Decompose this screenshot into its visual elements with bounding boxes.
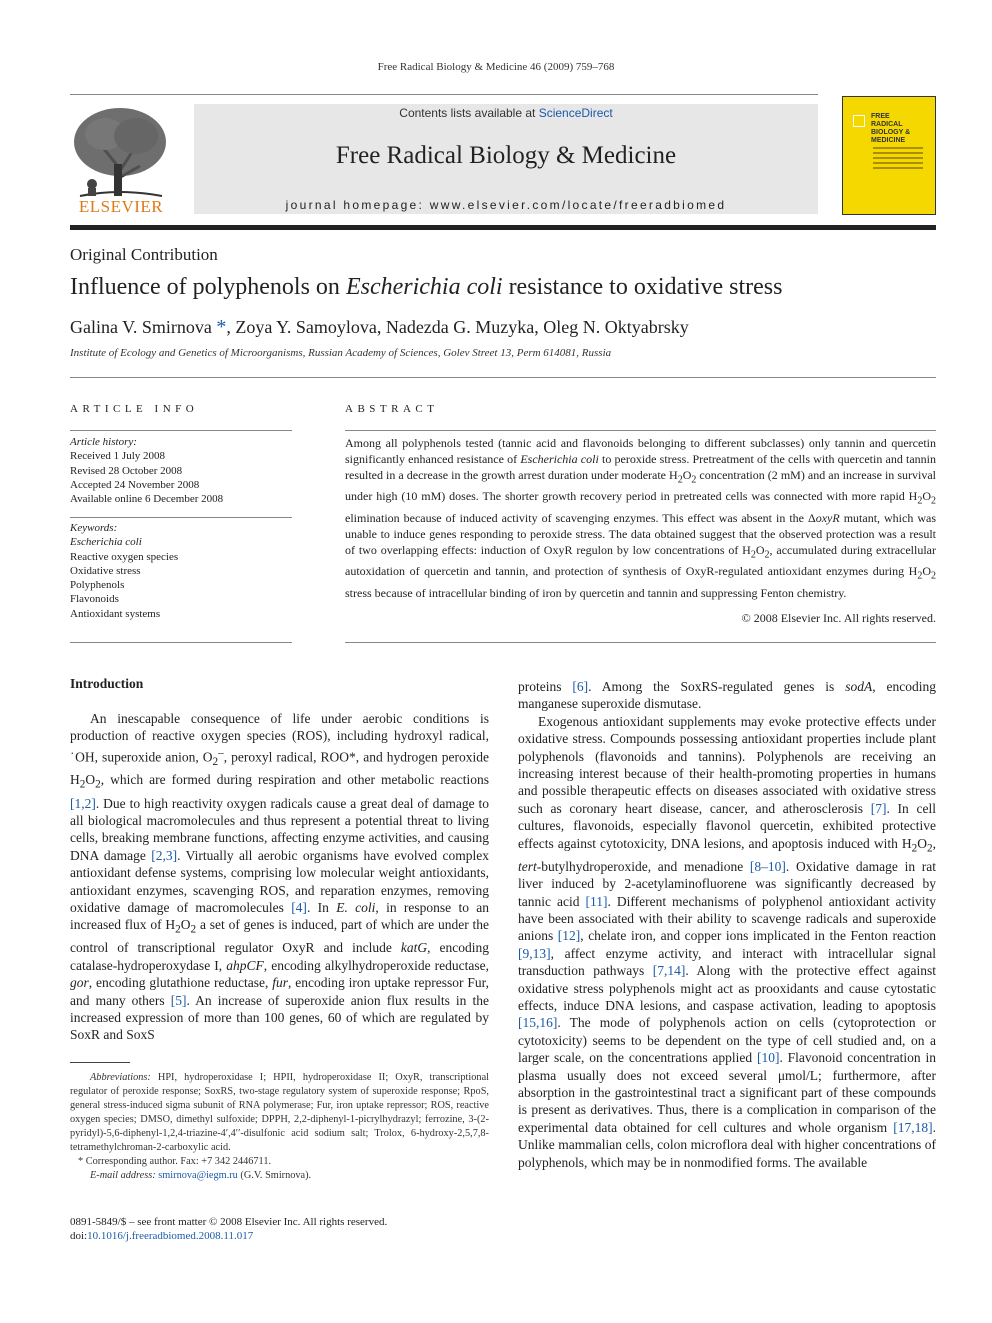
abstract-copyright: © 2008 Elsevier Inc. All rights reserved. [741, 611, 936, 625]
issn-line: 0891-5849/$ – see front matter © 2008 Elsevier Inc. All rights reserved. [70, 1216, 388, 1228]
contents-line [194, 106, 818, 120]
journal-banner [194, 104, 818, 214]
history-accepted: Accepted 24 November 2008 [70, 478, 200, 491]
keywords-label: Keywords: [70, 522, 118, 534]
title-part-1: Influence of polyphenols on [70, 274, 346, 300]
section-label: Original Contribution [70, 245, 218, 264]
doi-line [70, 1229, 387, 1243]
footnote-rule [70, 1062, 130, 1063]
abbreviations-footnote: Abbreviations: HPI, hydroperoxidase I; HPII, hydroperoxidase II; OxyR, transcriptional regulator of peroxide response; SoxRS, two-stage regulatory system of superoxide response; RpoS, general stress-induced sigma subunit of RNA polymerase; Fur, iron uptake repressor; ROS, reactive oxygen species; DMSO, dimethyl sulfoxide; DPPH, 2,2-diphenyl-1-picrylhydrazyl; ferrozine, 3-(2-pyridyl)-5,6-diphenyl-1,2,4-triazine-4′,4′′-disulfonic acid sodium salt; Trolox, 6-hydroxy-2,5,7,8-tetramethylchroman-2-carboxylic acid. [70, 1072, 489, 1153]
title-part-2: resistance to oxidative stress [502, 274, 783, 300]
article-title [70, 274, 783, 301]
introduction-heading: Introduction [70, 676, 144, 691]
cover-text-lines [873, 147, 923, 172]
history-label: Article history: [70, 436, 137, 448]
header-thick-rule [70, 225, 936, 230]
title-rule [70, 377, 936, 378]
abstract-rule-bottom [345, 642, 936, 643]
email-footnote [70, 1169, 489, 1183]
abstract-text: Among all polyphenols tested (tannic acid and flavonoids belonging to different subclasses) only tannin and quercetin significantly enhanced resistance of Escherichia coli to peroxide stress. Pretreatment of the cells with quercetin and tannin resulted in a decrease in the growth arrest duration under moderate $H_2O_2$ concentration (2 mM) and an increase in survival under high (10 mM) doses. The shorter growth recovery period in pretreated cells was connected with more rapid $H_2O_2$ elimination because of induced activity of scavenging enzymes. This effect was absent in the ΔoxyR mutant, which was unable to induce genes responding to peroxide stress. The data obtained suggest that the observed protection was a result of two overlapping effects: induction of OxyR regulon by low concentrations of $H_2O_2$, accumulated during extracellular autoxidation of quercetin and tannin, and protection of synthesis of OxyR-regulated antioxidant enzymes during $H_2O_2$ stress because of intracellular binding of iron by quercetin and tannin and suppressing Fenton chemistry. [345, 436, 937, 600]
affiliation: Institute of Ecology and Genetics of Microorganisms, Russian Academy of Sciences, Golev Street 13, Perm 614081, Russia [70, 347, 612, 359]
keyword-item: Flavonoids [70, 593, 119, 606]
body-right-column: proteins [6]. Among the SoxRS-regulated genes is sodA, encoding manganese superoxide dismutase. Exogenous antioxidant supplements may evoke protective effects under oxidative stress. Compounds possessing antioxidant properties include plant polyphenols (flavonoids and tannins). Polyphenols are receiving an increasing interest because of their health-promoting properties in humans and possible therapeutic effects on diseases associated with oxidative stress such as coronary heart disease, cancer, and atherosclerosis [7]. In cell cultures, flavonoids, especially flavonol quercetin, exhibited protective effects against cytotoxicity, DNA lesions, and apoptosis induced with $H_2O_2$, tert-butylhydroperoxide, and menadione [8–10]. Oxidative damage in rat liver induced by 2-acetylaminofluorene was significantly decreased by tannic acid [11]. Different mechanisms of polyphenol antioxidant activity have been associated with their ability to scavenge radicals and superoxide anions [12], chelate iron, and copper ions implicated in the Fenton reaction [9,13], affect enzyme activity, and interact with intracellular signal transduction pathways [7,14]. Along with the protective effect against oxidative stress polyphenols might act as prooxidants and cause cytostatic effects, induce DNA lesions, and caspase activation, leading to apoptosis [15,16]. The mode of polyphenols action on cells (cytoprotection or cytotoxicity) seems to be dependent on the type of cell studied and, on a larger scale, on the concentrations applied [10]. Flavonoid concentration in plasma usually does not exceed several μmol/L; furthermore, after absorption in the gastrointestinal tract a significant part of these compounds is present as derivatives. Thus, there is a complication in comparison of the experimental data obtained for cell cultures and whole organism [17,18]. Unlike mammalian cells, colon microflora deal with higher concentrations of polyphenols, which may be in nonmodified forms. The available [518, 679, 937, 1170]
sciencedirect-link[interactable]: ScienceDirect [538, 106, 613, 120]
elsevier-wordmark: ELSEVIER [78, 197, 164, 216]
email-link[interactable]: smirnova@iegm.ru [158, 1170, 238, 1181]
history-online: Available online 6 December 2008 [70, 493, 224, 506]
body-left-column: An inescapable consequence of life under aerobic conditions is production of reactive oxygen species (ROS), including hydroxyl radical, ˙OH, superoxide anion, $O_2^-$, peroxyl radical, ROO*, and hydrogen peroxide $H_2O_2$, which are formed during respiration and other metabolic reactions [1,2]. Due to high reactivity oxygen radicals cause a great deal of damage to all biological macromolecules and thus represent a potential threat to living cells, breaking membrane functions, affecting enzyme activities, and causing DNA damage [2,3]. Virtually all aerobic organisms have evolved complex antioxidant defense systems, comprising low molecular weight antioxidants, antioxidant enzymes, scavenging ROS, and reparation enzymes, removing oxidative damage of macromolecules [4]. In E. coli, in response to an increased flux of $H_2O_2$ a set of genes is induced, part of which are under the control of transcriptional regulator OxyR and include katG, encoding catalase-hydroperoxydase I, ahpCF, encoding alkylhydroperoxide reductase, gor, encoding glutathione reductase, fur, encoding iron uptake repressor Fur, and many others [5]. An increase of superoxide anion flux results in the increased expression of more than 100 genes, 60 of which are regulated by SoxR and SoxS [70, 711, 490, 1043]
author-1: Galina V. Smirnova [70, 317, 212, 337]
info-rule-2 [70, 517, 292, 518]
footnotes [70, 1071, 489, 1183]
running-head: Free Radical Biology & Medicine 46 (2009) 759–768 [377, 61, 615, 73]
abstract-heading: ABSTRACT [345, 403, 439, 415]
keyword-item: Escherichia coli [70, 536, 142, 549]
email-suffix: (G.V. Smirnova). [237, 1170, 312, 1181]
doi-label: doi: [70, 1230, 88, 1242]
history-received: Received 1 July 2008 [70, 450, 166, 463]
cover-title: FREE RADICAL BIOLOGY & MEDICINE [871, 113, 911, 144]
keyword-item: Reactive oxygen species [70, 550, 179, 563]
author-list [70, 316, 689, 339]
corresponding-star-link[interactable]: * [216, 316, 227, 338]
article-history [70, 435, 292, 506]
journal-cover[interactable] [842, 96, 936, 215]
header-rule [70, 94, 818, 95]
info-rule-3 [70, 642, 292, 643]
contents-prefix: Contents lists available at [399, 106, 539, 120]
email-label: E-mail address: [90, 1170, 159, 1181]
history-revised: Revised 28 October 2008 [70, 464, 183, 477]
abstract-rule-top [345, 430, 936, 431]
keyword-item: Polyphenols [70, 579, 125, 592]
journal-homepage[interactable]: journal homepage: www.elsevier.com/locate/freeradbiomed [285, 198, 727, 212]
title-italic: Escherichia coli [345, 274, 503, 300]
front-matter [70, 1215, 387, 1243]
keyword-item: Antioxidant systems [70, 607, 161, 620]
article-info-heading: ARTICLE INFO [70, 403, 199, 415]
corresponding-footnote: * Corresponding author. Fax: +7 342 2446711. [78, 1156, 272, 1167]
keywords [70, 521, 292, 621]
cover-square-icon [853, 115, 865, 127]
keyword-item: Oxidative stress [70, 564, 141, 577]
authors-rest: , Zoya Y. Samoylova, Nadezda G. Muzyka, Oleg N. Oktyabrsky [226, 317, 689, 337]
journal-title: Free Radical Biology & Medicine [335, 142, 677, 169]
doi-link[interactable]: 10.1016/j.freeradbiomed.2008.11.017 [87, 1230, 254, 1242]
info-rule-1 [70, 430, 292, 431]
